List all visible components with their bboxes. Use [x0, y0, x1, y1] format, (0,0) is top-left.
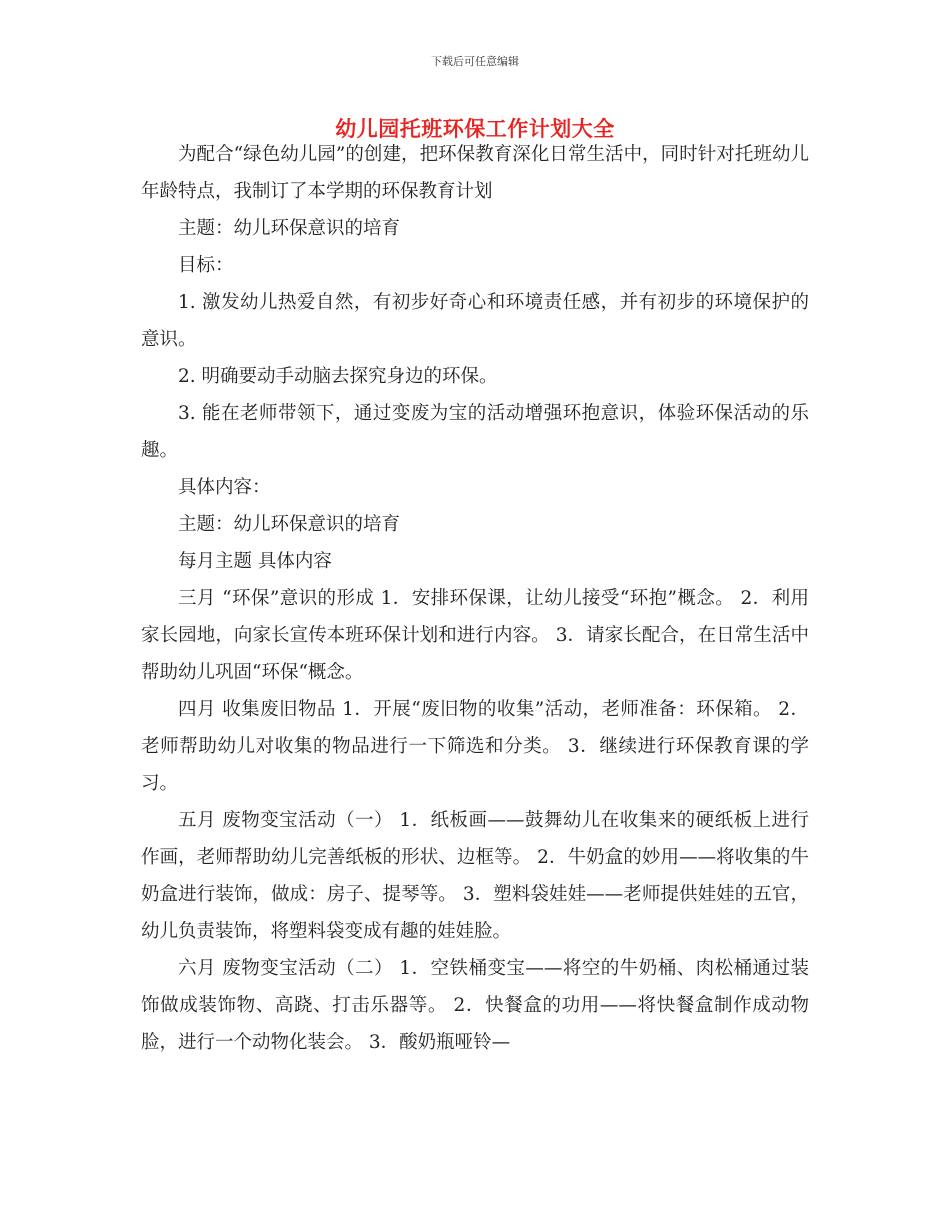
paragraph-goal-1: 1. 激发幼儿热爱自然，有初步好奇心和环境责任感，并有初步的环境保护的意识。: [141, 292, 809, 350]
document-title: 幼儿园托班环保工作计划大全: [335, 116, 615, 141]
document-body: [141, 136, 809, 1061]
paragraph-goals-heading: 目标：: [178, 255, 234, 276]
paragraph-goal-3: 3. 能在老师带领下，通过变废为宝的活动增强环抱意识，体验环保活动的乐趣。: [141, 403, 809, 461]
paragraph-march: 三月 “环保”意识的形成 1．安排环保课，让幼儿接受“环抱”概念。 2．利用家长园地，向家长宣传本班环保计划和进行内容。 3．请家长配合，在日常生活中帮助幼儿巩固“环保“概念。: [141, 588, 809, 683]
paragraph-intro: 为配合“绿色幼儿园”的创建，把环保教育深化日常生活中，同时针对托班幼儿年龄特点，我制订了本学期的环保教育计划: [141, 144, 809, 202]
paragraph-april: 四月 收集废旧物品 1．开展“废旧物的收集”活动，老师准备：环保箱。 2．老师帮助幼儿对收集的物品进行一下筛选和分类。 3．继续进行环保教育课的学习。: [141, 699, 809, 794]
paragraph-content-heading: 具体内容：: [178, 477, 271, 498]
paragraph-may: 五月 废物变宝活动（一） 1．纸板画——鼓舞幼儿在收集来的硬纸板上进行作画，老师帮助幼儿完善纸板的形状、边框等。 2．牛奶盒的妙用——将收集的牛奶盒进行装饰，做成：房子、提琴等。 3．塑料袋娃娃——老师提供娃娃的五官，幼儿负责装饰，将塑料袋变成有趣的娃娃脸。: [141, 810, 809, 942]
paragraph-goal-2: 2. 明确要动手动脑去探究身边的环保。: [178, 366, 498, 387]
paragraph-monthly-header: 每月主题 具体内容: [178, 551, 332, 572]
paragraph-content-theme: 主题：幼儿环保意识的培育: [178, 514, 401, 535]
paragraph-june: 六月 废物变宝活动（二） 1．空铁桶变宝——将空的牛奶桶、肉松桶通过装饰做成装饰物、高跷、打击乐器等。 2．快餐盒的功用——将快餐盒制作成动物脸，进行一个动物化装会。 3．酸奶瓶哑铃—: [141, 958, 809, 1053]
paragraph-theme: 主题：幼儿环保意识的培育: [178, 218, 401, 239]
header-note: 下载后可任意编辑: [431, 55, 519, 68]
